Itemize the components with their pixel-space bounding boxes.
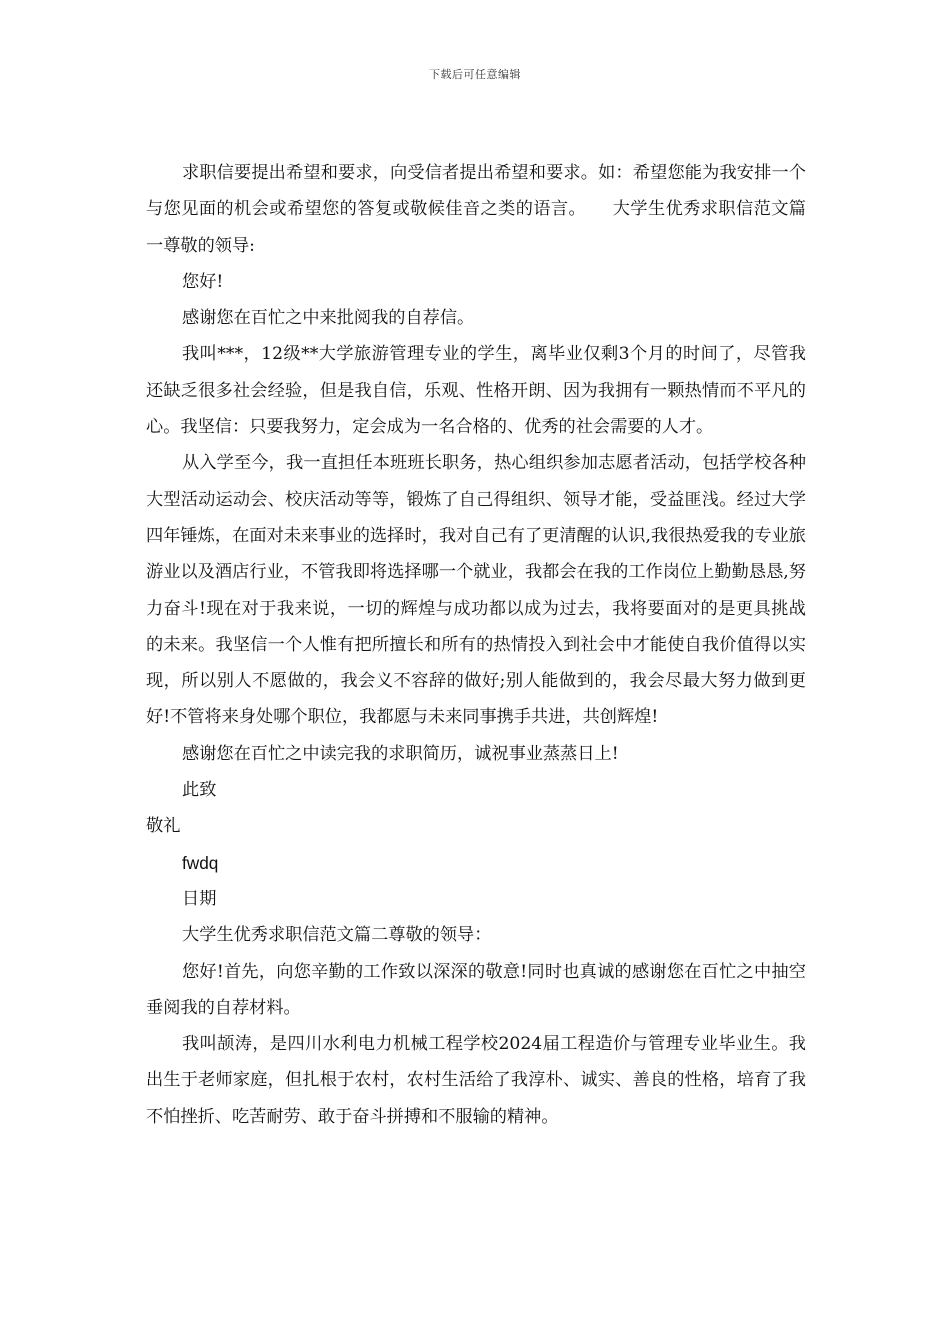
paragraph-self-intro: 我叫***，12级**大学旅游管理专业的学生，离毕业仅剩3个月的时间了，尽管我还缺乏很多社会经验，但是我自信，乐观、性格开朗、因为我拥有一颗热情而不平凡的心。我坚信：只要我努力，定会成为一名合格的、优秀的社会需要的人才。 [146, 344, 806, 438]
paragraph-date: 日期 [182, 888, 217, 909]
paragraph-salutation: 此致 [182, 780, 217, 801]
document-body [146, 155, 806, 1135]
page-header-note: 下载后可任意编辑 [429, 68, 521, 81]
paragraph-sample-two-greeting: 您好!首先，向您辛勤的工作致以深深的敬意!同时也真诚的感谢您在百忙之中抽空垂阅我的自荐材料。 [146, 961, 806, 1018]
paragraph-intro: 求职信要提出希望和要求，向受信者提出希望和要求。如：希望您能为我安排一个与您见面的机会或希望您的答复或敬候佳音之类的语言。 大学生优秀求职信范文篇一尊敬的领导: [146, 163, 806, 256]
paragraph-thanks: 感谢您在百忙之中来批阅我的自荐信。 [182, 308, 475, 329]
paragraph-signature: fwdq [182, 852, 219, 873]
paragraph-greeting: 您好! [182, 271, 224, 292]
paragraph-sample-two-intro: 我叫颉涛，是四川水利电力机械工程学校2024届工程造价与管理专业毕业生。我出生于老师家庭，但扎根于农村，农村生活给了我淳朴、诚实、善良的性格，培育了我不怕挫折、吃苦耐劳、敢于奋斗拼搏和不服输的精神。 [146, 1034, 806, 1127]
paragraph-regards: 敬礼 [146, 816, 181, 837]
paragraph-sample-two-title: 大学生优秀求职信范文篇二尊敬的领导： [182, 925, 492, 946]
paragraph-closing-thanks: 感谢您在百忙之中读完我的求职简历，诚祝事业蒸蒸日上! [182, 743, 619, 764]
paragraph-experience: 从入学至今，我一直担任本班班长职务，热心组织参加志愿者活动，包括学校各种大型活动运动会、校庆活动等等，锻炼了自己得组织、领导才能，受益匪浅。经过大学四年锤炼，在面对未来事业的选择时，我对自己有了更清醒的认识,我很热爱我的专业旅游业以及酒店行业，不管我即将选择哪一个就业，我都会在我的工作岗位上勤勤恳恳,努力奋斗!现在对于我来说，一切的辉煌与成功都以成为过去，我将要面对的是更具挑战的未来。我坚信一个人惟有把所擅长和所有的热情投入到社会中才能使自我价值得以实现，所以别人不愿做的，我会义不容辞的做好;别人能做到的，我会尽最大努力做到更好!不管将来身处哪个职位，我都愿与未来同事携手共进，共创辉煌! [146, 453, 806, 728]
